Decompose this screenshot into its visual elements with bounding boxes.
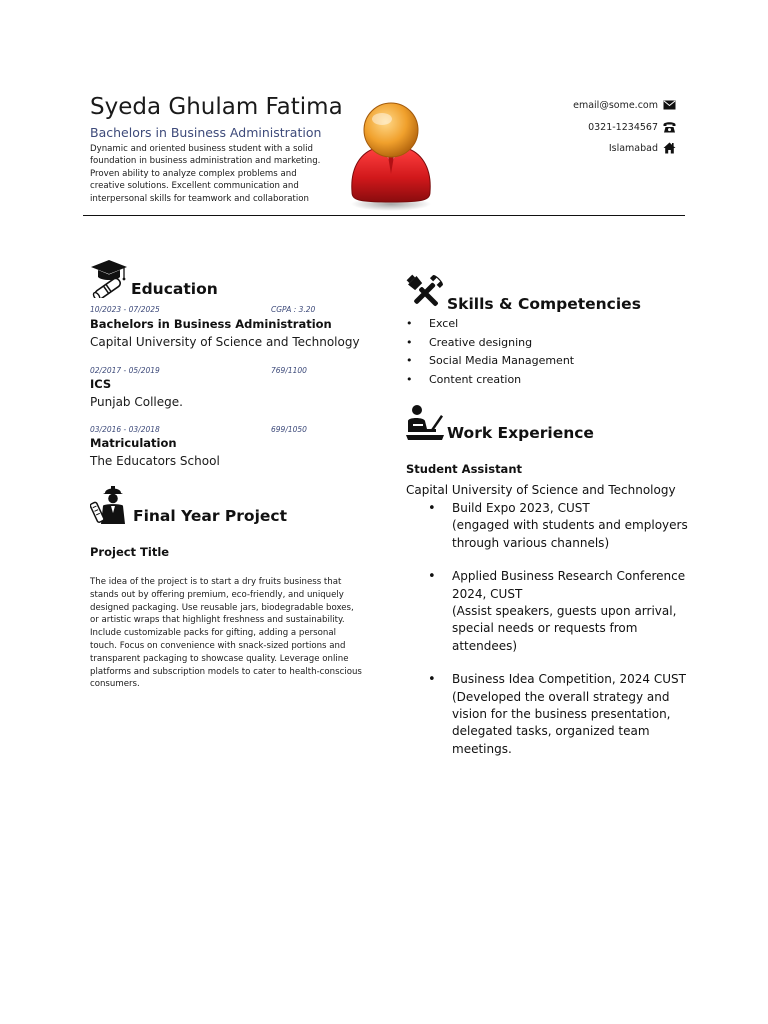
contact-phone-text: 0321-1234567 bbox=[588, 121, 658, 133]
work-item-detail: (Developed the overall strategy and vision for the business presentation, delegated tasks, organized team meetings. bbox=[452, 689, 671, 756]
header-divider bbox=[83, 215, 685, 216]
work-item-title: • Business Idea Competition, 2024 CUST bbox=[452, 672, 686, 687]
education-institution: Capital University of Science and Technology bbox=[90, 335, 360, 349]
work-item bbox=[406, 568, 696, 655]
education-dates: 10/2023 - 07/2025 bbox=[90, 305, 160, 314]
work-item bbox=[406, 671, 696, 758]
education-institution: Punjab College. bbox=[90, 395, 183, 409]
skills-list bbox=[406, 316, 574, 390]
education-score: CGPA : 3.20 bbox=[271, 305, 316, 314]
contact-city bbox=[609, 142, 676, 154]
education-header bbox=[90, 258, 218, 298]
work-item-title: • Build Expo 2023, CUST bbox=[452, 501, 590, 515]
project-title-label: Project Title bbox=[90, 545, 170, 559]
house-icon bbox=[663, 142, 676, 154]
candidate-degree-title: Bachelors in Business Administration bbox=[90, 125, 322, 140]
work-organization: Capital University of Science and Technology bbox=[406, 483, 676, 497]
engineer-icon bbox=[90, 485, 130, 525]
work-item bbox=[406, 500, 696, 552]
education-degree: ICS bbox=[90, 377, 112, 391]
work-item-detail: (Assist speakers, guests upon arrival, special needs or requests from attendees) bbox=[452, 604, 677, 653]
education-degree: Matriculation bbox=[90, 436, 177, 450]
work-list bbox=[406, 500, 696, 774]
skills-title: Skills & Competencies bbox=[447, 295, 641, 313]
contact-phone bbox=[588, 121, 676, 133]
tools-icon bbox=[406, 273, 444, 313]
education-degree: Bachelors in Business Administration bbox=[90, 317, 332, 331]
worker-at-laptop-icon bbox=[406, 404, 444, 442]
work-item-title: • Applied Business Research Conference 2024, CUST bbox=[452, 569, 686, 601]
education-dates: 02/2017 - 05/2019 bbox=[90, 366, 160, 375]
user-avatar-icon bbox=[346, 100, 436, 216]
skills-header bbox=[406, 273, 641, 313]
education-score: 699/1050 bbox=[271, 425, 307, 434]
education-title: Education bbox=[131, 280, 218, 298]
work-title: Work Experience bbox=[447, 424, 594, 442]
skill-item: • Excel bbox=[406, 316, 574, 335]
contact-email bbox=[573, 99, 676, 111]
skill-item: • Social Media Management bbox=[406, 353, 574, 372]
project-section-title: Final Year Project bbox=[133, 507, 287, 525]
education-score: 769/1100 bbox=[271, 366, 307, 375]
work-role: Student Assistant bbox=[406, 462, 523, 476]
candidate-name: Syeda Ghulam Fatima bbox=[90, 94, 343, 120]
skill-item: • Content creation bbox=[406, 372, 574, 391]
skill-item: • Creative designing bbox=[406, 335, 574, 354]
education-dates: 03/2016 - 03/2018 bbox=[90, 425, 160, 434]
work-header bbox=[406, 404, 594, 442]
contact-email-text: email@some.com bbox=[573, 99, 658, 111]
contact-city-text: Islamabad bbox=[608, 142, 658, 154]
envelope-icon bbox=[663, 99, 676, 111]
profile-summary: Dynamic and oriented business student with a solid foundation in business administration and marketing. Proven ability to analyze complex problems and creative solutions. Excellent communication and interpersonal skills for teamwork and collaboration bbox=[90, 144, 321, 204]
education-institution: The Educators School bbox=[90, 454, 220, 468]
project-header bbox=[90, 485, 287, 525]
work-item-detail: (engaged with students and employers through various channels) bbox=[452, 518, 688, 550]
graduation-cap-icon bbox=[90, 258, 128, 298]
project-description: The idea of the project is to start a dry fruits business that stands out by offering premium, eco-friendly, and uniquely designed packaging. Use reusable jars, biodegradable boxes, or artistic wraps that highlight freshness and sustainability. Include customizable packs for gifting, adding a personal touch. Focus on convenience with snack-sized portions and transparent packaging to showcase quality. Leverage online platforms and subscription models to cater to health-conscious consumers. bbox=[90, 577, 362, 690]
telephone-icon bbox=[663, 121, 676, 133]
